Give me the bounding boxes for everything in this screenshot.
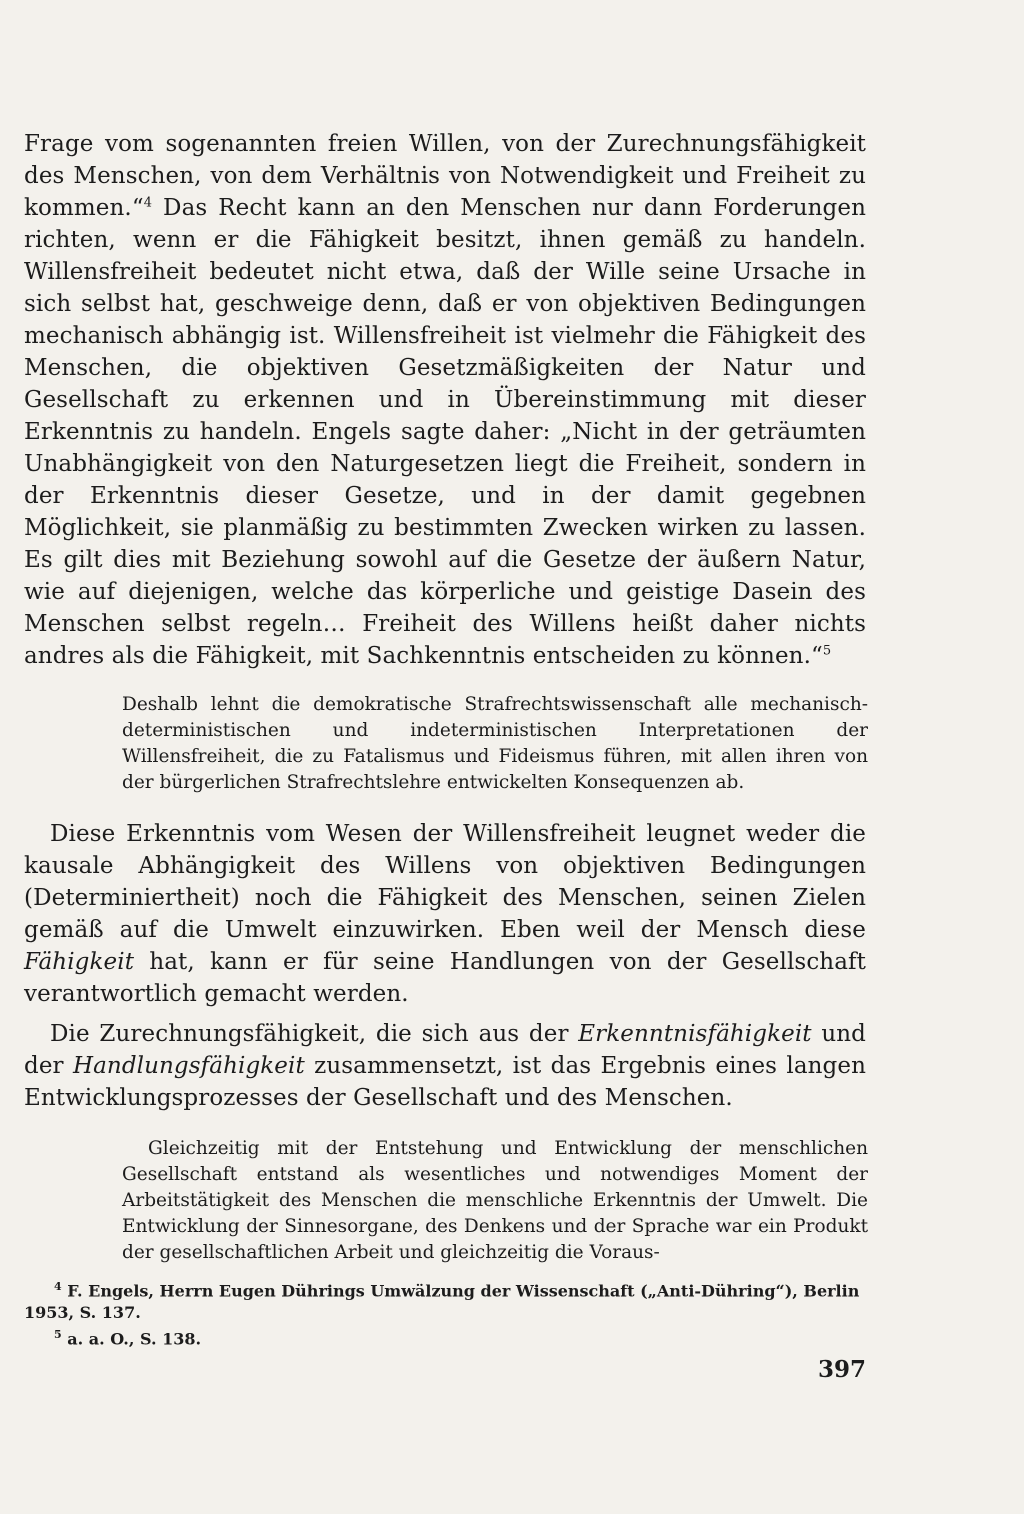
footnotes bbox=[24, 1276, 866, 1351]
paragraph-2 bbox=[24, 818, 866, 1010]
footnote-4 bbox=[24, 1276, 866, 1324]
footnote-text: a. a. O., S. 138. bbox=[61, 1329, 202, 1349]
paragraph-3-emphasis-1: Erkenntnisfähigkeit bbox=[578, 1021, 812, 1047]
paragraph-3-text-b: und der bbox=[24, 1021, 866, 1079]
paragraph-2-text-a: Diese Erkenntnis vom Wesen der Willensfreiheit leugnet weder die kausale Abhängigkeit des Willens von objektiven Bedingungen (Determiniertheit) noch die Fähigkeit des Menschen, seinen Zielen gemäß auf die Umwelt einzuwirken. Eben weil der Mensch diese bbox=[24, 821, 866, 943]
paragraph-2-emphasis: Fähigkeit bbox=[24, 949, 135, 975]
paragraph-1 bbox=[24, 128, 866, 672]
small-print-paragraph-1: Deshalb lehnt die demokratische Strafrechtswissenschaft alle mechanisch-deterministischen und indeterministischen Interpretationen der Willensfreiheit, die zu Fatalismus und Fideismus führen, mit allen ihren von der bürgerlichen Strafrechtslehre entwickelten Konsequenzen ab. bbox=[122, 694, 868, 793]
paragraph-1-text-b: Das Recht kann an den Menschen nur dann Forderungen richten, wenn er die Fähigkeit besitzt, ihnen gemäß zu handeln. Willensfreiheit bedeutet nicht etwa, daß der Wille seine Ursache in sich selbst hat, geschweige denn, daß er von objektiven Bedingungen mechanisch abhängig ist. Willensfreiheit ist vielmehr die Fähigkeit des Menschen, die objektiven Gesetzmäßigkeiten der Natur und Gesellschaft zu erkennen und in Übereinstimmung mit dieser Erkenntnis zu handeln. Engels sagte daher: „Nicht in der geträumten Unabhängigkeit von den Naturgesetzen liegt die Freiheit, sondern in der Erkenntnis dieser Gesetze, und in der damit gegebnen Möglichkeit, sie planmäßig zu bestimmten Zwecken wirken zu lassen. Es gilt dies mit Beziehung sowohl auf die Gesetze der äußern Natur, wie auf diejenigen, welche das körperliche und geistige Dasein des Menschen selbst regeln… Freiheit des Willens heißt daher nichts andres als die Fähigkeit, mit Sachkenntnis entscheiden zu können.“ bbox=[24, 195, 866, 669]
paragraph-3-emphasis-2: Handlungsfähigkeit bbox=[72, 1053, 305, 1079]
paragraph-1-text-a: Frage vom sogenannten freien Willen, von der Zurechnungsfähigkeit des Menschen, von dem Verhältnis von Notwendigkeit und Freiheit zu kommen.“ bbox=[24, 131, 866, 221]
footnote-5 bbox=[24, 1324, 866, 1350]
footnote-ref-4: 4 bbox=[143, 195, 153, 211]
page-body bbox=[24, 128, 866, 1266]
footnote-mark: 4 bbox=[54, 1280, 62, 1293]
paragraph-3-text-c: zusammensetzt, ist das Ergebnis eines langen Entwicklungsprozesses der Gesellschaft und des Menschen. bbox=[24, 1053, 866, 1111]
paragraph-3 bbox=[24, 1018, 866, 1114]
footnote-mark: 5 bbox=[54, 1328, 62, 1342]
paragraph-2-text-b: hat, kann er für seine Handlungen von der Gesellschaft verantwortlich gemacht werden. bbox=[24, 949, 866, 1007]
page-number: 397 bbox=[818, 1356, 867, 1383]
paragraph-3-text-a: Die Zurechnungsfähigkeit, die sich aus der bbox=[50, 1021, 579, 1047]
footnote-text: F. Engels, Herrn Eugen Dührings Umwälzung der Wissenschaft („Anti-Dühring“), Berlin 1953, S. 137. bbox=[24, 1281, 860, 1323]
footnote-ref-5: 5 bbox=[822, 643, 832, 659]
small-print-paragraph-2: Gleichzeitig mit der Entstehung und Entwicklung der menschlichen Gesellschaft entstand als wesentliches und notwendiges Moment der Arbeitstätigkeit des Menschen die menschliche Erkenntnis der Umwelt. Die Entwicklung der Sinnesorgane, des Denkens und der Sprache war ein Produkt der gesellschaftlichen Arbeit und gleichzeitig die Voraus- bbox=[122, 1138, 868, 1263]
